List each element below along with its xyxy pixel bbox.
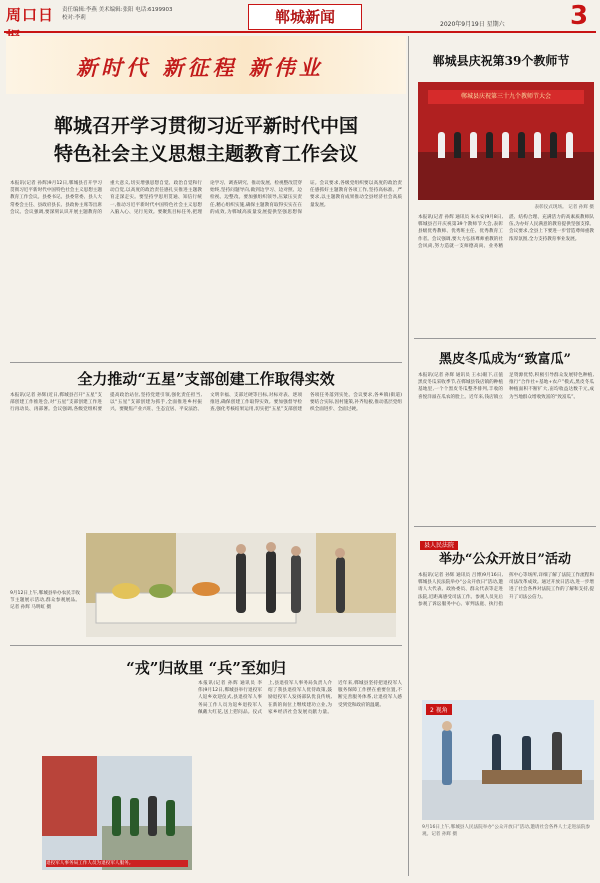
person-figure (550, 132, 557, 158)
slogan-text: 新时代 新征程 新伟业 (76, 55, 324, 80)
winter-melon-body: 本报讯(记者 孙辉 通讯员 王永)眼下,正值黑皮冬瓜采收季节,在郸城县钱店镇的种植基地里,一个个黑皮冬瓜整齐排列,丰收的喜悦洋溢在瓜农的脸上。近年来,钱店镇立足资源优势,积极引导群众发展特色种植,推行“合作社+基地+农户”模式,黑皮冬瓜种植面积不断扩大,亩均收益达数千元,成为当地群众增收致富的“致富瓜”。 (418, 373, 594, 400)
veterans-photo (42, 756, 192, 870)
teachers-day-body: 本报讯(记者 孙辉 通讯员 朱永安)9月8日,郸城县召开庆祝第39个教师节大会,表彰县级优秀教师、优秀班主任、优秀教育工作者。会议强调,要大力弘扬尊师重教的社会风尚,努力造就一支师德高尚、业务精湛、结构合理、充满活力的高素质教师队伍,为办好人民满意的教育提供坚强支撑。会议要求,全县上下要进一步营造尊师重教浓厚氛围,全力支持教育事业发展。 (418, 215, 594, 249)
exhibit-photo-caption: 9月12日上午,郸城县举办农民丰收节主题展示活动,群众参观展品。记者 孙辉 马明虹 摄 (10, 591, 80, 611)
person-figure (502, 132, 509, 158)
person-figure (566, 132, 573, 158)
lead-title-line: 特色社会主义思想主题教育工作会议 (53, 143, 358, 165)
page-number: 3 (569, 1, 589, 31)
person-figure (486, 132, 493, 158)
teachers-day-caption: 表彰仪式现场。 记者 孙辉 摄 (534, 205, 594, 210)
masthead-info-line: 校对:李莉 (62, 15, 86, 21)
fourth-article-title: “戎”归故里 “兵”至如归 (126, 659, 286, 677)
court-photo (422, 700, 594, 820)
winter-melon-title: 黑皮冬瓜成为“致富瓜” (439, 352, 571, 367)
second-article-body: 本报讯(记者 孙辉)近日,郸城县召开“五星”支部创建工作推进会,对“五星”支部创建工作进行再动员、再部署。会议强调,各级党组织要提高政治站位,坚持党建引领,强化责任担当,以“五星”支部创建为抓手,全面推进乡村振兴。要聚焦产业兴旺、生态宜居、平安法治、文明幸福、支部过硬等目标,对标对表、逐项推进,确保创建工作取得实效。要加强督导检查,强化考核结果运用,切实把“五星”支部创建各项任务落到实处。会议要求,各乡镇(街道)要结合实际,因村施策,补齐短板,推动基层党组织全面进步、全面过硬。 (10, 393, 402, 413)
lead-title-line: 郸城召开学习贯彻习近平新时代中国 (53, 115, 358, 137)
court-tag-label: 县人民法院 (420, 541, 458, 550)
veterans-illustration (42, 756, 192, 870)
fourth-article-body: 本报讯(记者 孙辉 通讯员 李伟)9月12日,郸城县举行退役军人返乡欢迎仪式,县退役军人事务局工作人员为返乡退役军人佩戴大红花,送上慰问品。仪式上,县退役军人事务局负责人介绍了我县退役军人优待政策,鼓励退役军人发扬部队优良传统,在新的岗位上继续建功立业,为家乡经济社会发展贡献力量。近年来,郸城县坚持把退役军人服务保障工作摆在重要位置,不断完善服务体系,让退役军人感受到党和政府的温暖。 (198, 681, 402, 715)
veterans-photo-caption: 退役军人事务局工作人员为退役军人服务。 (46, 860, 188, 867)
exhibit-photo (86, 533, 396, 637)
masthead-info-line: 责任编辑:李燕 美术编辑:张阳 电话:6199903 (62, 7, 173, 13)
section-divider (414, 338, 596, 339)
newspaper-brand: 周口日 (6, 6, 55, 24)
issue-date: 2020年9月19日 星期六 (440, 21, 505, 28)
court-body: 本报讯(记者 孙辉 通讯员 吕博)9月16日,郸城县人民法院举办“公众开放日”活动,邀请人大代表、政协委员、群众代表等走进法院,近距离感受司法工作。参观人员先后参观了诉讼服务中心、审判法庭、执行指挥中心等场所,详细了解了法院工作流程和司法改革成效。通过开放日活动,进一步增进了社会各界对法院工作的了解和支持,提升了司法公信力。 (418, 573, 594, 607)
section-divider (10, 645, 402, 646)
stage-banner: 郸城县庆祝第三十九个教师节大会 (428, 90, 584, 104)
photo-label: 2 视角 (426, 704, 452, 715)
lead-article-title (20, 112, 392, 168)
person-figure (534, 132, 541, 158)
court-title: 举办“公众开放日”活动 (439, 552, 571, 567)
section-title: 郸城新闻 (248, 4, 362, 30)
column-divider (408, 36, 409, 876)
lead-article-body: 本报讯(记者 孙辉)9月12日,郸城县召开学习贯彻习近平新时代中国特色社会主义思想主题教育工作会议。县委书记、县委常委、县人大常委会主任、县政府县长、县政协主席等出席会议。会议强调,要深刻认识开展主题教育的重大意义,切实增强思想自觉、政治自觉和行动自觉,以高度的政治责任感扎实推进主题教育走深走实。要坚持学思用贯通、知信行统一,推动习近平新时代中国特色社会主义思想入脑入心、见行见效。要聚焦目标任务,把理论学习、调查研究、推动发展、检视整改贯穿始终,坚持问题导向,做到边学习、边对照、边检视、边整改。要加强组织领导,压紧压实责任,精心组织实施,确保主题教育取得实实在在的成效,为郸城高质量发展提供坚强思想保证。会议要求,各级党组织要以高度的政治责任感抓好主题教育各项工作,坚持高标准、严要求,以主题教育成果推动全县经济社会高质量发展。 (10, 181, 402, 215)
fourth-article-lead (10, 680, 38, 870)
header-rule (4, 31, 596, 33)
exhibit-illustration (86, 533, 396, 637)
teachers-day-title: 郸城县庆祝第39个教师节 (432, 54, 570, 68)
person-figure (438, 132, 445, 158)
section-divider (10, 362, 402, 363)
section-divider (414, 526, 596, 527)
person-figure (454, 132, 461, 158)
masthead-info (62, 6, 232, 22)
court-photo-caption: 9月16日上午,郸城县人民法院举办“公众开放日”活动,邀请社会各界人士走进法院参观。记者 孙辉 摄 (422, 825, 591, 837)
teachers-day-photo (418, 82, 594, 200)
stage-floor (418, 152, 594, 200)
court-illustration (422, 700, 594, 820)
person-figure (470, 132, 477, 158)
person-figure (518, 132, 525, 158)
second-article-title: 全力推动“五星”支部创建工作取得实效 (77, 370, 335, 388)
